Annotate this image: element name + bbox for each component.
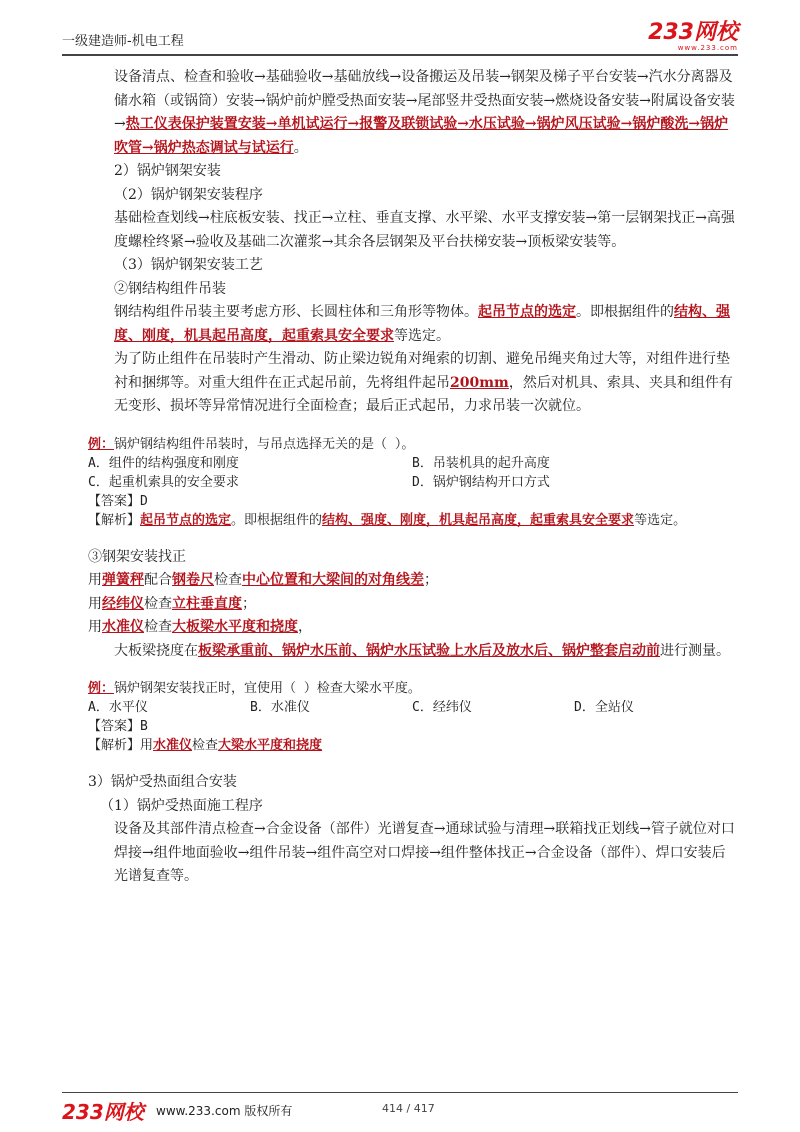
highlight-text: 水准仪: [153, 738, 193, 753]
header-title: 一级建造师-机电工程: [62, 34, 184, 49]
option-d: D．全站仪: [574, 700, 634, 715]
footer-logo: 233网校: [62, 1100, 144, 1124]
document-body: [88, 66, 736, 889]
text-run: 钢结构组件吊装主要考虑方形、长圆柱体和三角形等物体。: [114, 304, 478, 320]
heading-steel-technique: （3）锅炉钢架安装工艺: [114, 257, 263, 273]
explanation: [88, 736, 736, 755]
example-question-2: [88, 679, 736, 755]
question-text: 锅炉钢架安装找正时，宜使用（ ）检查大梁水平度。: [114, 681, 421, 696]
options-row: [88, 698, 736, 717]
heading-heating-procedure: （1）锅炉受热面施工程序: [100, 797, 263, 814]
logo-text: 233网校: [648, 20, 738, 45]
option-a: A．组件的结构强度和刚度: [88, 455, 239, 471]
page-footer: [62, 1096, 738, 1126]
text-run: 。即根据组件的: [231, 512, 323, 528]
highlight-text: 弹簧秤: [102, 572, 144, 588]
alignment-line-2: [88, 593, 736, 617]
text-run: 为了防止组件在吊装时产生滑动、防止梁边锐角对绳索的切割、避免吊绳夹角过大等，对组件进行垫衬和捆绑等。对重大组件在正式起吊前，先将组件起吊: [114, 351, 730, 391]
options-row: [88, 454, 736, 473]
footer-copyright: www.233.com 版权所有: [156, 1104, 293, 1118]
text-run: 大板梁挠度在: [114, 642, 198, 659]
heading-steel-procedure: （2）锅炉钢架安装程序: [114, 186, 263, 203]
highlight-text: 经纬仪: [102, 595, 144, 612]
text-run: 配合: [144, 572, 172, 588]
paragraph-lifting: [88, 301, 736, 348]
answer: 【答案】D: [88, 493, 148, 509]
text-run: 等选定。: [394, 327, 450, 344]
text-run: 等选定。: [634, 512, 687, 528]
example-label: 例：: [88, 436, 115, 452]
text-run: 检查: [144, 595, 172, 612]
option-d: D．锅炉钢结构开口方式: [412, 474, 550, 490]
footer-divider: [62, 1092, 738, 1093]
highlight-text: 热工仪表保护装置安装→单机试运行→报警及联锁试验→水压试验→锅炉风压试验→锅炉酸洗→锅炉吹管→锅炉热态调试与试运行: [114, 116, 729, 156]
alignment-line-1: [88, 569, 736, 593]
highlight-text: 结构、强度、刚度，机具起吊高度，起重索具安全要求: [114, 304, 730, 344]
text-run: 用: [88, 619, 102, 635]
highlight-text: 中心位置和大梁间的对角线差: [242, 572, 424, 588]
brand-logo: [648, 22, 738, 52]
highlight-text: 结构、强度、刚度，机具起吊高度，起重索具安全要求: [322, 512, 635, 528]
highlight-text: 立柱垂直度: [172, 595, 242, 612]
answer: 【答案】B: [88, 719, 148, 734]
paragraph-install-sequence: [88, 66, 736, 160]
text-run: 检查: [144, 619, 172, 635]
text-run: 【解析】用: [88, 738, 154, 753]
paragraph-heating-procedure: 设备及其部件清点检查→合金设备（部件）光谱复查→通球试验与清理→联箱找正划线→管子就位对口焊接→组件地面验收→组件吊装→组件高空对口焊接→组件整体找正→合金设备（部件）、焊口安装后光谱复查等。: [114, 821, 735, 884]
text-run: ；: [242, 595, 256, 612]
heading-frame-alignment: ③钢架安装找正: [88, 548, 186, 565]
option-c: C．起重机索具的安全要求: [88, 474, 239, 490]
text-run: 进行测量。: [660, 642, 730, 659]
text-run: 。即根据组件的: [576, 304, 674, 320]
text-run: 【解析】: [88, 512, 141, 528]
heading-heating-surface: 3）锅炉受热面组合安装: [88, 774, 237, 790]
header-divider: [62, 54, 738, 56]
example-label: 例：: [88, 681, 115, 696]
highlight-text: 板梁承重前、锅炉水压前、锅炉水压试验上水后及放水后、锅炉整套启动前: [198, 642, 660, 659]
text-run: ；: [424, 572, 438, 588]
highlight-text: 水准仪: [102, 619, 144, 635]
option-b: B．水准仪: [250, 700, 310, 715]
text-run: 检查: [214, 572, 242, 588]
option-b: B．吊装机具的起升高度: [412, 455, 550, 471]
text-run: 检查: [192, 738, 219, 753]
heading-steel-frame: 2）锅炉钢架安装: [114, 163, 221, 179]
alignment-line-3: [88, 616, 736, 640]
text-run: 设备清点、检查和验收→基础验收→基础放线→设备搬运及吊装→钢架及梯子平台安装→汽水分离器及储水箱（或锅筒）安装→锅炉前炉膛受热面安装→尾部竖井受热面安装→燃烧设备安装→附属设备安装→: [114, 69, 735, 132]
options-row: [88, 473, 736, 492]
highlight-text: 大板梁水平度和挠度: [172, 619, 298, 635]
question-stem: [88, 435, 736, 454]
text-run: ，然后对机具、索具、夹具和组件有无变形、损坏等异常情况进行全面检查；最后正式起吊，力求吊装一次就位。: [114, 374, 733, 414]
paragraph-lifting-prevention: [88, 348, 736, 419]
highlight-text: 200mm: [450, 374, 509, 391]
text-run: 用: [88, 572, 102, 588]
explanation: [88, 511, 736, 530]
highlight-text: 起吊节点的选定: [478, 304, 576, 320]
alignment-line-4: [88, 640, 736, 664]
highlight-text: 钢卷尺: [172, 572, 214, 588]
text-run: 用: [88, 595, 102, 612]
text-run: 。: [293, 139, 308, 156]
example-question-1: [88, 435, 736, 530]
paragraph-steel-procedure: 基础检查划线→柱底板安装、找正→立柱、垂直支撑、水平梁、水平支撑安装→第一层钢架找正→高强度螺栓终紧→验收及基础二次灌浆→其余各层钢架及平台扶梯安装→顶板梁安装等。: [114, 210, 735, 250]
option-a: A．水平仪: [88, 700, 148, 715]
highlight-text: 起吊节点的选定: [140, 512, 232, 528]
page-header: [62, 14, 738, 54]
question-text: 锅炉钢结构组件吊装时，与吊点选择无关的是（ ）。: [114, 436, 415, 452]
highlight-text: 大梁水平度和挠度: [218, 738, 323, 753]
heading-component-lifting: ②钢结构组件吊装: [114, 280, 226, 297]
text-run: ，: [298, 619, 312, 635]
question-stem: [88, 679, 736, 698]
page-number: 414 / 417: [382, 1102, 435, 1115]
logo-url: www.233.com: [677, 44, 738, 52]
option-c: C．经纬仪: [412, 700, 472, 715]
